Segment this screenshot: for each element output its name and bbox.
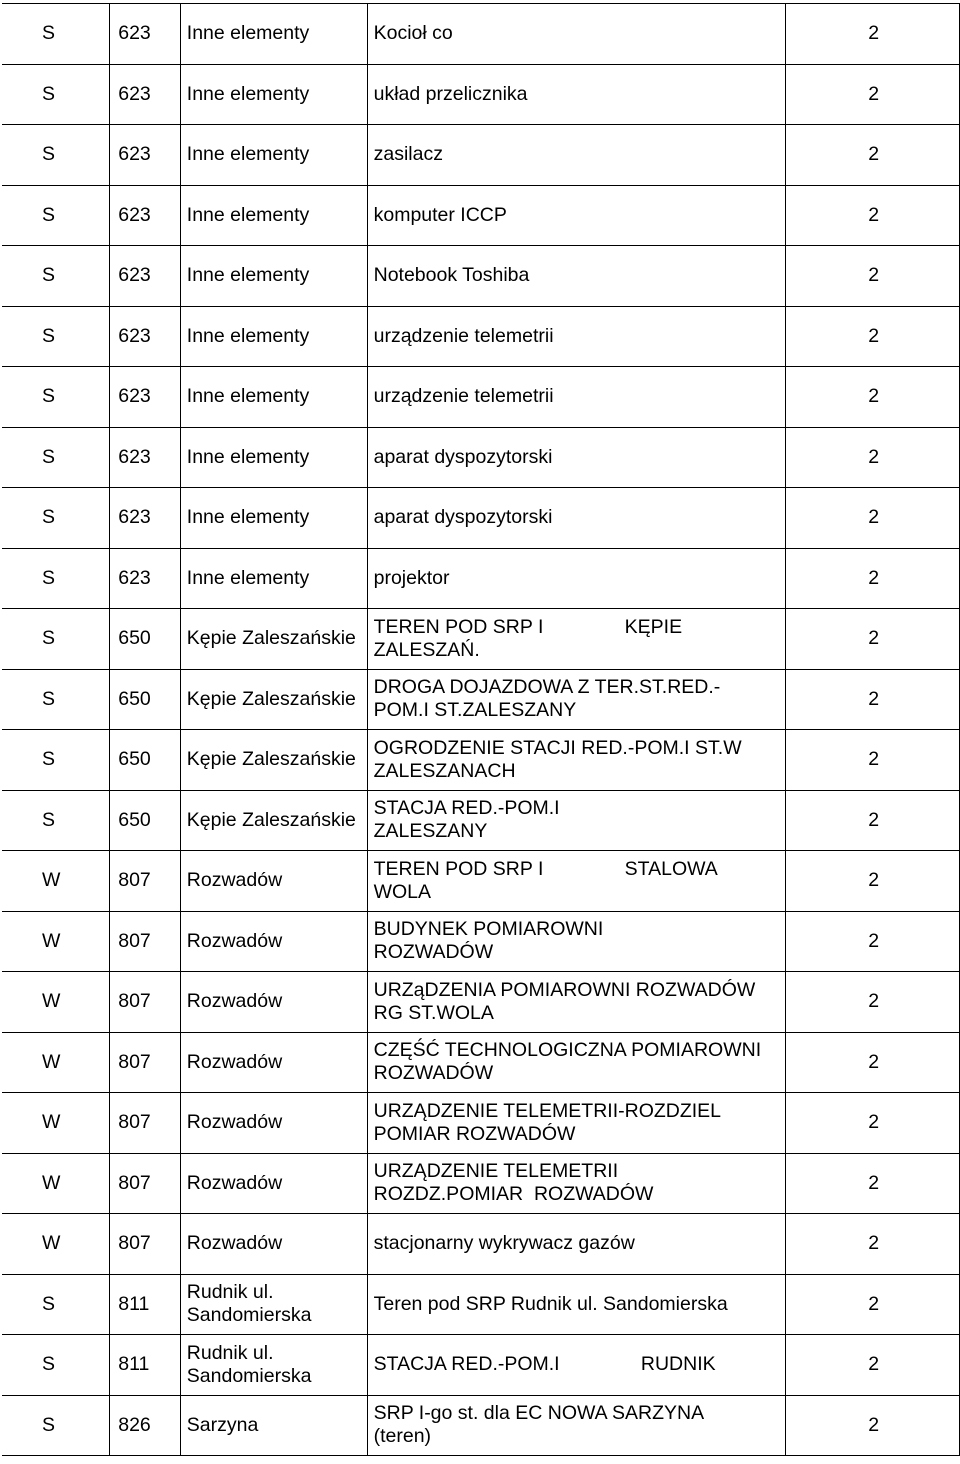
row-description-text: zasilacz [373,143,443,166]
row-description-text: aparat dyspozytorski [373,445,553,468]
row-code-cell [110,911,181,972]
row-place-text: Inne elementy [186,324,310,347]
row-code-text: 807 [118,1232,151,1255]
row-type-cell [2,306,110,367]
table-row [2,548,960,609]
row-code-text: 807 [118,1171,151,1194]
row-quantity-text: 2 [868,22,880,45]
table-row [2,1032,960,1093]
row-code-text: 811 [118,1292,150,1315]
row-quantity-text: 2 [868,1050,880,1073]
row-type-text: S [42,385,56,408]
row-type-cell [2,911,110,972]
row-type-cell [2,4,110,65]
row-type-text: S [42,506,56,529]
row-code-cell [110,246,181,307]
row-description-text: TEREN POD SRP I KĘPIE ZALESZAŃ. [373,615,683,661]
table-row [2,246,960,307]
row-quantity-text: 2 [868,1413,880,1436]
row-description-cell [367,246,786,307]
row-type-text: S [42,1413,56,1436]
row-place-cell [180,1153,367,1214]
row-code-cell [110,730,181,791]
row-type-cell [2,730,110,791]
row-description-cell [367,669,786,730]
row-description-cell [367,427,786,488]
row-type-cell [2,125,110,186]
row-type-cell [2,1153,110,1214]
row-place-cell [180,64,367,125]
row-type-cell [2,790,110,851]
row-type-cell [2,427,110,488]
table-row [2,4,960,65]
row-code-text: 826 [118,1413,151,1436]
table-row [2,851,960,912]
row-quantity-text: 2 [868,1171,880,1194]
row-description-text: aparat dyspozytorski [373,506,553,529]
row-place-cell [180,730,367,791]
row-description-text: URZĄDZENIE TELEMETRII-ROZDZIEL POMIAR ROZWADÓW [373,1099,722,1145]
row-quantity-text: 2 [868,506,880,529]
row-quantity-text: 2 [868,566,880,589]
row-quantity-text: 2 [868,324,880,347]
row-description-text: OGRODZENIE STACJI RED.-POM.I ST.W ZALESZANACH [373,736,742,782]
row-code-cell [110,1395,181,1456]
row-code-cell [110,4,181,65]
row-quantity-text: 2 [868,1353,880,1376]
row-description-cell [367,1032,786,1093]
table-row [2,64,960,125]
row-place-cell [180,790,367,851]
row-type-text: S [42,748,56,771]
row-code-text: 623 [118,324,151,347]
row-place-text: Inne elementy [186,82,310,105]
table-row [2,125,960,186]
row-code-cell [110,185,181,246]
row-quantity-cell [786,1274,960,1335]
row-type-text: W [42,1111,61,1134]
row-type-text: S [42,687,56,710]
table-row [2,427,960,488]
table-row [2,488,960,549]
row-place-text: Rozwadów [186,1171,283,1194]
table-row [2,730,960,791]
row-code-cell [110,427,181,488]
row-place-cell [180,185,367,246]
row-place-cell [180,4,367,65]
row-quantity-cell [786,125,960,186]
row-code-text: 807 [118,1111,151,1134]
row-quantity-cell [786,427,960,488]
row-type-cell [2,851,110,912]
row-code-text: 623 [118,506,151,529]
row-type-cell [2,669,110,730]
row-description-text: urządzenie telemetrii [373,324,554,347]
row-place-text: Inne elementy [186,264,310,287]
row-description-cell [367,1153,786,1214]
row-type-text: W [42,990,61,1013]
row-description-cell [367,306,786,367]
row-place-cell [180,1032,367,1093]
row-place-cell [180,367,367,428]
row-description-cell [367,1274,786,1335]
row-place-text: Sarzyna [186,1413,259,1436]
row-description-cell [367,790,786,851]
row-quantity-text: 2 [868,990,880,1013]
row-place-text: Kępie Zaleszańskie [186,808,356,831]
row-type-text: W [42,1050,61,1073]
row-code-cell [110,851,181,912]
row-code-cell [110,488,181,549]
row-type-text: S [42,566,56,589]
row-place-cell [180,1395,367,1456]
row-code-cell [110,1153,181,1214]
row-type-cell [2,609,110,670]
row-description-text: TEREN POD SRP I STALOWA WOLA [373,857,718,903]
row-code-text: 623 [118,264,151,287]
row-code-text: 623 [118,385,151,408]
row-place-text: Rudnik ul. Sandomierska [186,1281,312,1327]
row-quantity-cell [786,972,960,1033]
row-code-cell [110,1274,181,1335]
row-type-text: S [42,324,56,347]
row-place-cell [180,851,367,912]
row-type-cell [2,367,110,428]
row-type-text: S [42,445,56,468]
row-quantity-cell [786,1214,960,1275]
row-quantity-text: 2 [868,687,880,710]
row-quantity-cell [786,246,960,307]
row-type-cell [2,1032,110,1093]
table-row [2,367,960,428]
row-place-text: Rozwadów [186,990,283,1013]
row-place-cell [180,246,367,307]
row-quantity-cell [786,851,960,912]
table-row [2,1153,960,1214]
row-type-cell [2,1214,110,1275]
row-description-cell [367,548,786,609]
row-type-cell [2,64,110,125]
row-code-cell [110,1214,181,1275]
row-description-text: URZĄDZENIE TELEMETRII ROZDZ.POMIAR ROZWADÓW [373,1160,654,1206]
inventory-table-body [2,4,960,1456]
row-type-cell [2,1335,110,1396]
row-description-cell [367,851,786,912]
row-description-text: URZąDZENIA POMIAROWNI ROZWADÓW RG ST.WOLA [373,978,756,1024]
row-description-text: Kocioł co [373,22,453,45]
row-code-text: 623 [118,22,151,45]
row-place-cell [180,306,367,367]
row-place-cell [180,427,367,488]
row-type-text: S [42,808,56,831]
row-place-text: Rozwadów [186,1050,283,1073]
row-code-cell [110,64,181,125]
row-description-cell [367,64,786,125]
table-row [2,972,960,1033]
row-type-cell [2,972,110,1033]
row-place-text: Inne elementy [186,203,310,226]
row-description-cell [367,911,786,972]
row-description-cell [367,125,786,186]
row-type-text: W [42,1232,61,1255]
table-row [2,1335,960,1396]
table-row [2,1274,960,1335]
row-code-cell [110,609,181,670]
row-type-text: S [42,82,56,105]
row-code-text: 650 [118,808,151,831]
row-place-text: Inne elementy [186,22,310,45]
inventory-table [2,3,960,1456]
row-quantity-cell [786,1153,960,1214]
row-code-cell [110,669,181,730]
row-quantity-text: 2 [868,1292,880,1315]
row-type-cell [2,488,110,549]
row-type-text: W [42,1171,61,1194]
row-description-cell [367,972,786,1033]
row-description-text: Notebook Toshiba [373,264,530,287]
row-place-text: Inne elementy [186,566,310,589]
row-description-text: projektor [373,566,450,589]
row-code-text: 807 [118,990,151,1013]
row-place-text: Inne elementy [186,445,310,468]
row-type-cell [2,246,110,307]
row-code-text: 811 [118,1353,150,1376]
row-type-text: S [42,627,56,650]
row-code-text: 623 [118,82,151,105]
row-type-text: S [42,1292,56,1315]
row-place-cell [180,488,367,549]
row-place-cell [180,1335,367,1396]
row-place-cell [180,1214,367,1275]
row-quantity-text: 2 [868,1232,880,1255]
row-description-text: komputer ICCP [373,203,507,226]
row-place-text: Inne elementy [186,385,310,408]
row-quantity-text: 2 [868,808,880,831]
row-quantity-cell [786,64,960,125]
table-row [2,185,960,246]
row-description-text: układ przelicznika [373,82,528,105]
row-code-text: 623 [118,203,151,226]
row-code-text: 623 [118,445,151,468]
row-quantity-text: 2 [868,869,880,892]
row-quantity-cell [786,1032,960,1093]
row-description-cell [367,1395,786,1456]
row-place-text: Rozwadów [186,869,283,892]
row-code-cell [110,1093,181,1154]
row-code-cell [110,790,181,851]
row-place-text: Kępie Zaleszańskie [186,627,356,650]
table-row [2,609,960,670]
row-quantity-text: 2 [868,82,880,105]
row-code-cell [110,972,181,1033]
row-description-cell [367,609,786,670]
row-place-text: Rozwadów [186,1232,283,1255]
row-place-text: Inne elementy [186,143,310,166]
row-code-cell [110,1335,181,1396]
row-quantity-cell [786,1395,960,1456]
row-description-cell [367,367,786,428]
row-code-cell [110,548,181,609]
table-row [2,1395,960,1456]
row-description-text: STACJA RED.-POM.I RUDNIK [373,1353,716,1376]
row-quantity-text: 2 [868,203,880,226]
row-place-text: Kępie Zaleszańskie [186,687,356,710]
table-row [2,1214,960,1275]
row-code-text: 650 [118,748,151,771]
row-description-cell [367,1214,786,1275]
row-code-cell [110,367,181,428]
row-place-text: Inne elementy [186,506,310,529]
row-description-text: DROGA DOJAZDOWA Z TER.ST.RED.- POM.I ST.ZALESZANY [373,676,721,722]
row-quantity-text: 2 [868,143,880,166]
row-quantity-cell [786,306,960,367]
row-place-cell [180,669,367,730]
row-quantity-cell [786,1093,960,1154]
row-place-cell [180,911,367,972]
row-code-text: 807 [118,1050,151,1073]
row-quantity-cell [786,4,960,65]
row-quantity-cell [786,548,960,609]
row-description-cell [367,488,786,549]
row-description-text: SRP I-go st. dla EC NOWA SARZYNA (teren) [373,1402,705,1448]
row-description-text: Teren pod SRP Rudnik ul. Sandomierska [373,1292,728,1315]
row-type-cell [2,185,110,246]
row-place-cell [180,125,367,186]
row-quantity-text: 2 [868,445,880,468]
row-place-text: Rozwadów [186,1111,283,1134]
row-quantity-cell [786,730,960,791]
row-description-text: stacjonarny wykrywacz gazów [373,1232,635,1255]
row-type-text: W [42,929,61,952]
row-type-cell [2,1395,110,1456]
row-code-cell [110,125,181,186]
table-row [2,790,960,851]
row-place-text: Kępie Zaleszańskie [186,748,356,771]
row-description-cell [367,185,786,246]
row-description-text: BUDYNEK POMIAROWNI ROZWADÓW [373,918,604,964]
row-code-text: 807 [118,929,151,952]
row-place-cell [180,609,367,670]
row-type-text: S [42,264,56,287]
row-type-text: S [42,143,56,166]
row-type-text: S [42,203,56,226]
row-quantity-text: 2 [868,385,880,408]
row-description-cell [367,1093,786,1154]
row-place-cell [180,1274,367,1335]
row-quantity-text: 2 [868,1111,880,1134]
row-description-text: STACJA RED.-POM.I ZALESZANY [373,797,560,843]
row-place-cell [180,548,367,609]
row-quantity-text: 2 [868,929,880,952]
row-type-text: S [42,1353,56,1376]
row-code-text: 623 [118,566,151,589]
row-quantity-cell [786,911,960,972]
row-place-text: Rudnik ul. Sandomierska [186,1341,312,1387]
row-type-cell [2,1093,110,1154]
row-quantity-text: 2 [868,264,880,287]
row-quantity-cell [786,609,960,670]
table-row [2,911,960,972]
row-code-cell [110,1032,181,1093]
row-place-text: Rozwadów [186,929,283,952]
row-quantity-cell [786,669,960,730]
row-description-text: CZĘŚĆ TECHNOLOGICZNA POMIAROWNI ROZWADÓW [373,1039,762,1085]
table-row [2,669,960,730]
row-description-cell [367,4,786,65]
row-code-text: 650 [118,627,151,650]
row-type-cell [2,1274,110,1335]
row-description-text: urządzenie telemetrii [373,385,554,408]
row-quantity-cell [786,790,960,851]
row-quantity-cell [786,488,960,549]
row-description-cell [367,1335,786,1396]
row-type-text: S [42,22,56,45]
row-quantity-text: 2 [868,748,880,771]
row-quantity-cell [786,367,960,428]
row-quantity-cell [786,185,960,246]
row-quantity-cell [786,1335,960,1396]
row-description-cell [367,730,786,791]
table-row [2,306,960,367]
row-code-text: 623 [118,143,151,166]
row-quantity-text: 2 [868,627,880,650]
row-type-text: W [42,869,61,892]
row-place-cell [180,972,367,1033]
row-code-cell [110,306,181,367]
row-code-text: 650 [118,687,151,710]
row-code-text: 807 [118,869,151,892]
row-type-cell [2,548,110,609]
table-row [2,1093,960,1154]
row-place-cell [180,1093,367,1154]
